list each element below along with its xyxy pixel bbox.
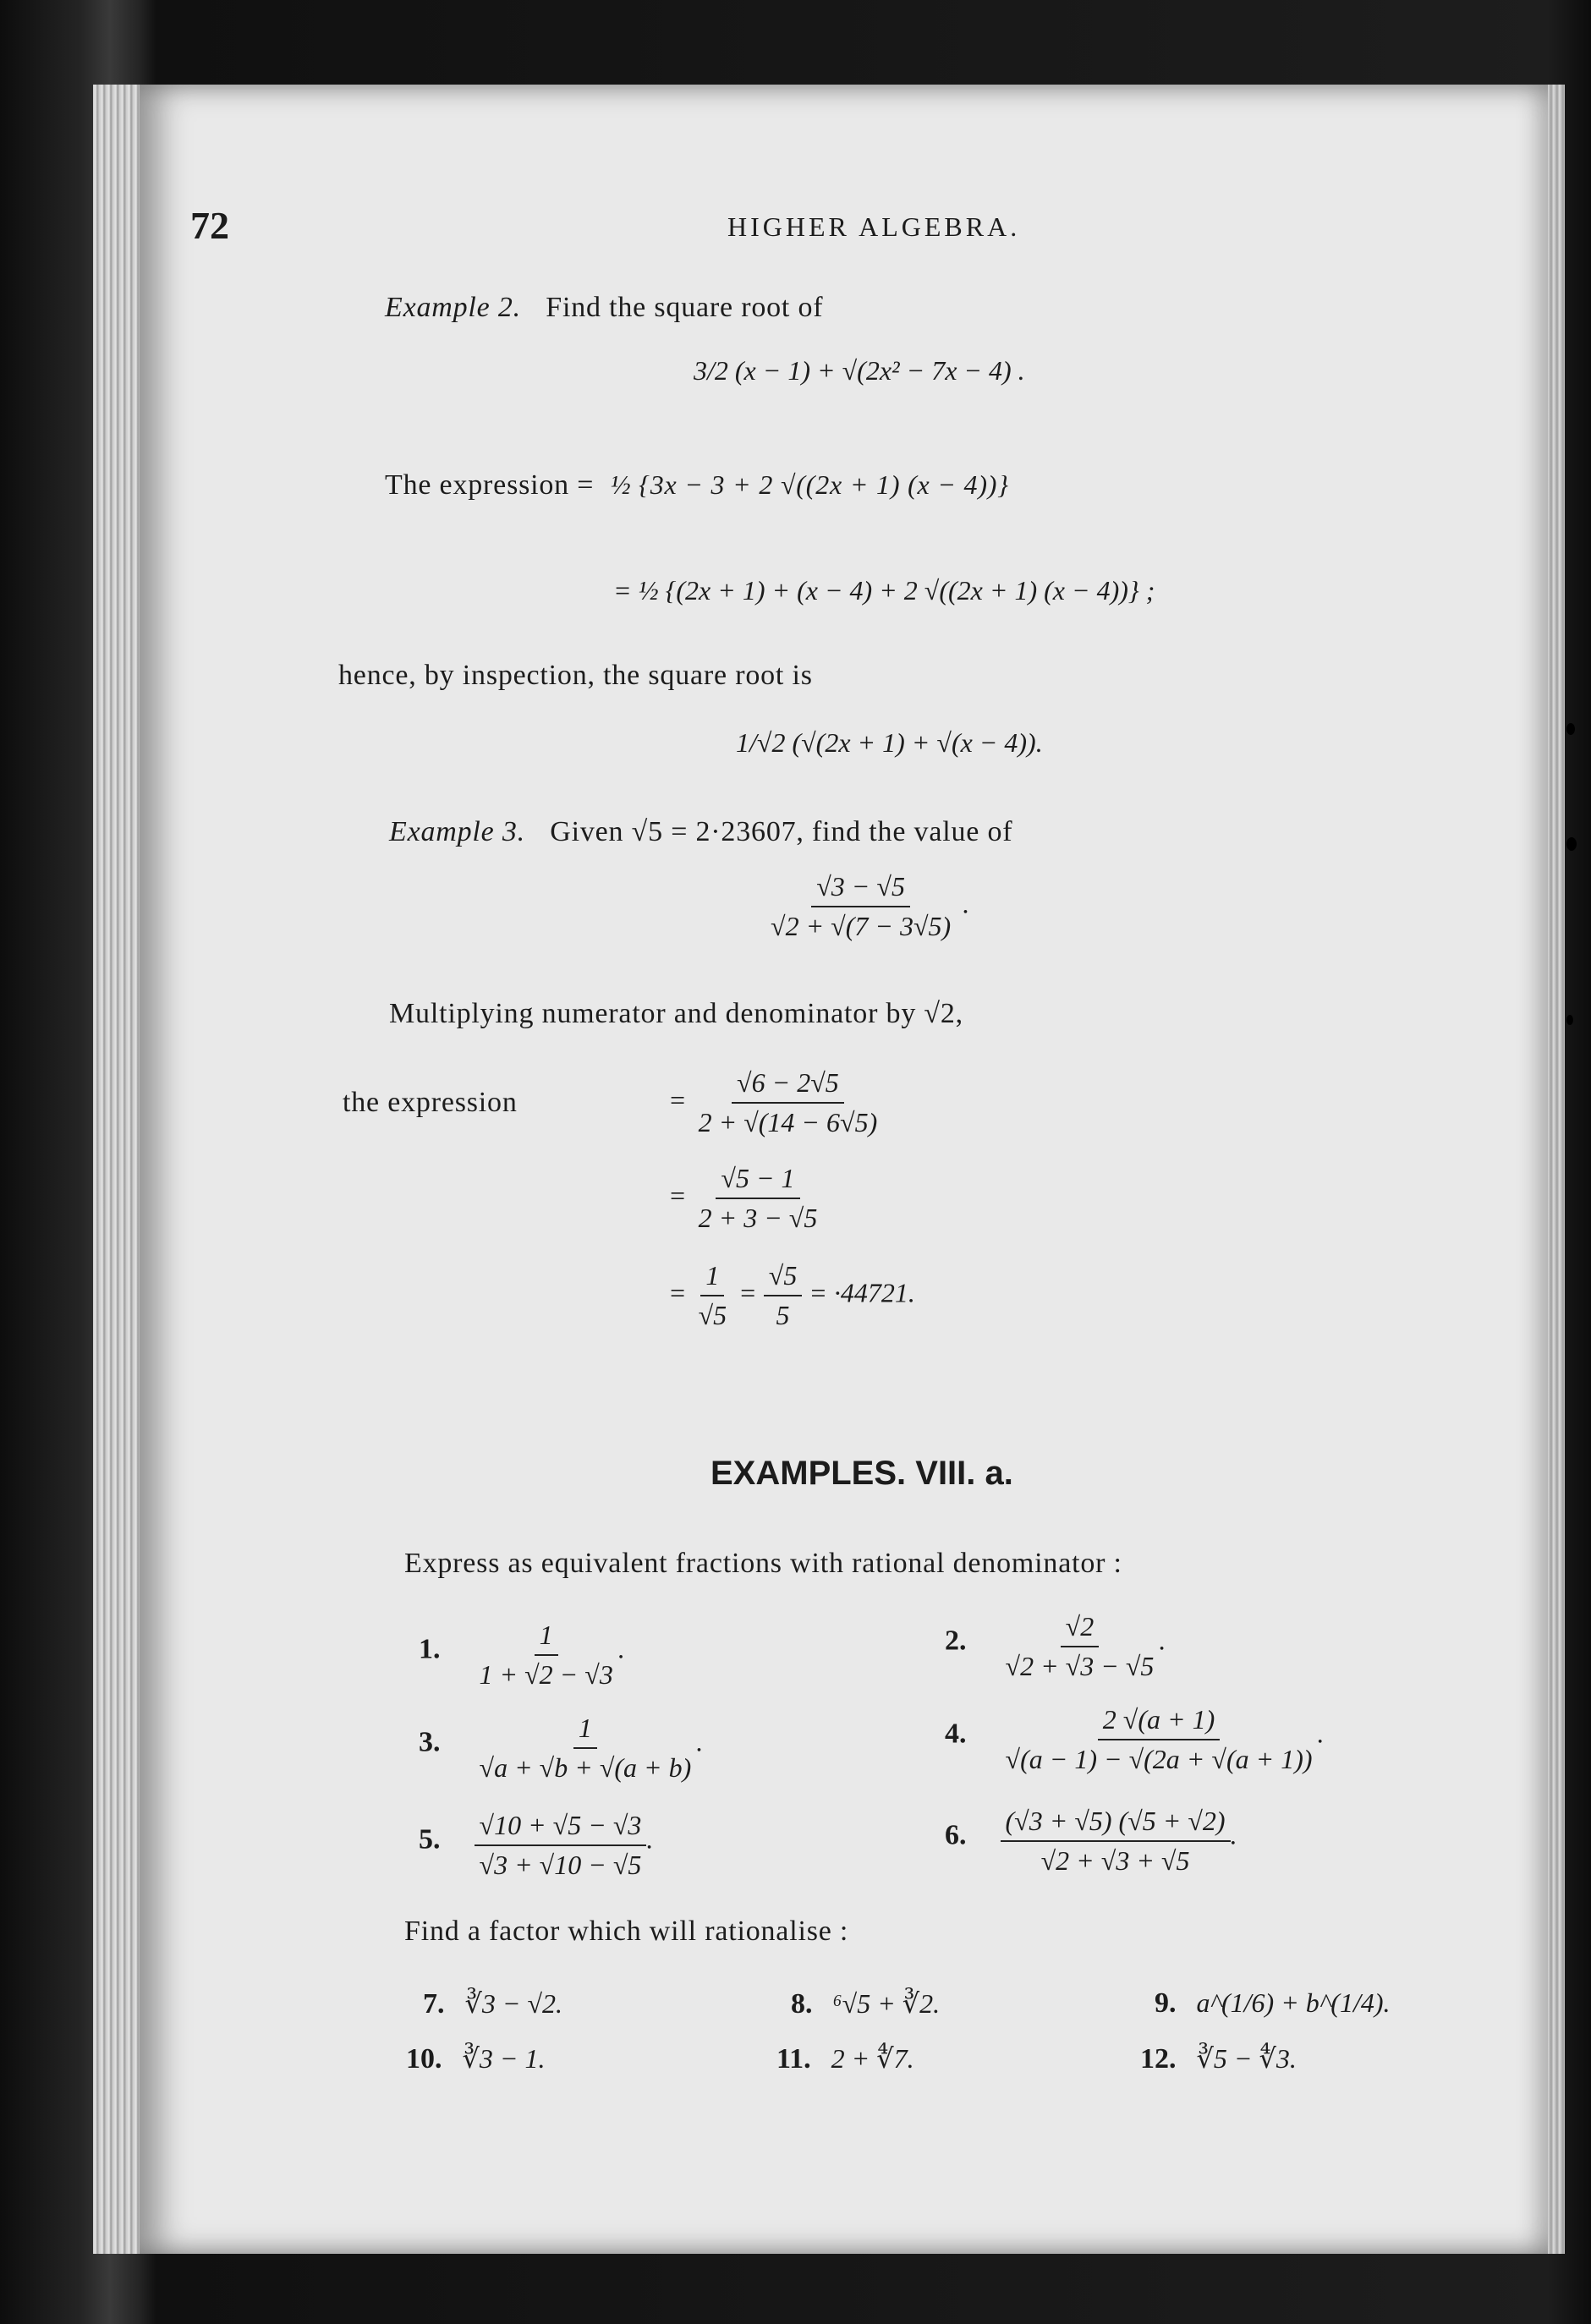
exercise-numerator: 1	[573, 1713, 597, 1749]
factor-number: 7.	[423, 1988, 445, 2020]
factor-item	[776, 2042, 914, 2075]
factor-expression: ∛3 − 1.	[462, 2043, 546, 2074]
factor-item	[1140, 2042, 1297, 2075]
exercise-numerator: 2 √(a + 1)	[1098, 1704, 1220, 1740]
scan-speck	[1566, 837, 1577, 851]
factor-number: 8.	[791, 1988, 813, 2020]
page-number: 72	[190, 204, 229, 247]
example3-statement: Given √5 = 2·23607, find the value of	[550, 816, 1013, 847]
factor-expression: ∛3 − √2.	[464, 1988, 563, 2019]
example2-expression: 3/2 (x − 1) + √(2x² − 7x − 4) .	[694, 355, 1025, 386]
book-spine-edge	[93, 85, 140, 2254]
exercise-item: 1. $\frac{1}{1 + √2 - √3}$ .	[419, 1620, 625, 1690]
factor-number: 10.	[406, 2043, 442, 2075]
example2-expression-line1	[385, 469, 1009, 502]
step3: = $\frac{1}{√5}$ = $\frac{√5}{5}$ = ·44721.	[668, 1260, 915, 1330]
factor-number: 11.	[776, 2043, 811, 2075]
factor-expression: 2 + ∜7.	[831, 2043, 914, 2074]
step3-b-denominator: 5	[776, 1300, 790, 1330]
step2-numerator: √5 − 1	[716, 1163, 799, 1199]
exercise-denominator: √2 + √3 − √5	[1005, 1651, 1155, 1681]
exercise-item: 3. $\frac{1}{√a + √b + √(a + b)}$ .	[419, 1713, 704, 1783]
step3-value: = ·44721.	[809, 1277, 915, 1308]
example2-statement: Find the square root of	[546, 292, 824, 323]
expression-line2-math: = ½ {(2x + 1) + (x − 4) + 2 √((2x + 1) (x − 4))} ;	[613, 575, 1155, 606]
exercise-number: 5.	[419, 1823, 441, 1855]
exercises-title: EXAMPLES. VIII. a.	[710, 1455, 1013, 1492]
exercise-number: 6.	[945, 1819, 967, 1851]
step1: = $\frac{√6 - 2√5}{2 + √(14 - 6√5)}$	[668, 1067, 882, 1138]
example3-denominator: √2 + √(7 − 3√5)	[771, 911, 952, 941]
example3-line	[389, 816, 1012, 848]
factor-expression: ∛5 − ∜3.	[1196, 2043, 1297, 2074]
step1-denominator: 2 + √(14 − 6√5)	[698, 1107, 878, 1137]
exercise-denominator: √2 + √3 + √5	[1040, 1845, 1190, 1876]
factor-item	[1155, 1987, 1391, 2020]
step2-denominator: 2 + 3 − √5	[698, 1203, 818, 1233]
factor-item	[791, 1987, 940, 2020]
factor-number: 12.	[1140, 2043, 1177, 2075]
scan-speck	[1566, 723, 1575, 735]
example3-numerator: √3 − √5	[811, 871, 910, 907]
expression-line1-math: ½ {3x − 3 + 2 √((2x + 1) (x − 4))}	[610, 469, 1009, 500]
exercise-item: 5. $\frac{√10 + √5 - √3}{√3 + √10 - √5}$ .	[419, 1810, 654, 1880]
example2-line	[385, 292, 823, 324]
factor-expression: ⁶√5 + ∛2.	[832, 1988, 941, 2019]
expression-lead: The expression =	[385, 469, 595, 501]
exercise-denominator: √3 + √10 − √5	[479, 1850, 642, 1880]
exercise-numerator: (√3 + √5) (√5 + √2)	[1001, 1806, 1231, 1842]
step3-a-denominator: √5	[698, 1300, 727, 1330]
exercise-numerator: √2	[1061, 1611, 1100, 1647]
exercise-numerator: √10 + √5 − √3	[475, 1810, 647, 1846]
instruction-find-factor: Find a factor which will rationalise :	[404, 1916, 849, 1947]
exercise-number: 2.	[945, 1625, 967, 1657]
factor-item	[406, 2042, 545, 2075]
step3-b-numerator: √5	[764, 1260, 803, 1296]
exercise-numerator: 1	[535, 1620, 558, 1656]
example2-label: Example 2.	[385, 292, 521, 323]
instruction-rationalise-denominators: Express as equivalent fractions with rational denominator :	[404, 1548, 1122, 1579]
scan-speck	[1566, 1015, 1573, 1025]
example3-label: Example 3.	[389, 816, 525, 847]
the-expression-label: the expression	[343, 1087, 518, 1118]
factor-item	[423, 1987, 562, 2020]
step1-numerator: √6 − 2√5	[732, 1067, 844, 1104]
hence-text: hence, by inspection, the square root is	[338, 660, 813, 691]
exercise-denominator: 1 + √2 − √3	[479, 1659, 613, 1690]
running-header: HIGHER ALGEBRA.	[727, 211, 1021, 242]
exercise-item: 6. $\frac{(√3 + √5) (√5 + √2)}{√2 + √3 + √5}$ .	[945, 1806, 1237, 1876]
exercise-denominator: √(a − 1) − √(2a + √(a + 1))	[1005, 1744, 1313, 1774]
example3-fraction: $\frac{√3 - √5}{√2 + √(7 - 3√5)}$ .	[765, 871, 969, 942]
square-root-result: 1/√2 (√(2x + 1) + √(x − 4)).	[736, 727, 1043, 758]
page-right-edge	[1548, 85, 1565, 2254]
step3-a-numerator: 1	[700, 1260, 724, 1296]
exercise-item: 4. $\frac{2 √(a + 1)}{√(a - 1) - √(2a + √(a + 1))}$ .	[945, 1704, 1325, 1774]
multiplying-text: Multiplying numerator and denominator by √2,	[389, 998, 963, 1029]
exercise-number: 4.	[945, 1718, 967, 1750]
step2: = $\frac{√5 - 1}{2 + 3 - √5}$	[668, 1163, 822, 1234]
exercise-number: 1.	[419, 1633, 441, 1665]
exercise-denominator: √a + √b + √(a + b)	[479, 1752, 692, 1783]
factor-number: 9.	[1155, 1987, 1177, 2019]
factor-expression: a^(1/6) + b^(1/4).	[1196, 1987, 1391, 2018]
exercise-item: 2. $\frac{√2}{√2 + √3 - √5}$ .	[945, 1611, 1166, 1681]
exercise-number: 3.	[419, 1726, 441, 1758]
